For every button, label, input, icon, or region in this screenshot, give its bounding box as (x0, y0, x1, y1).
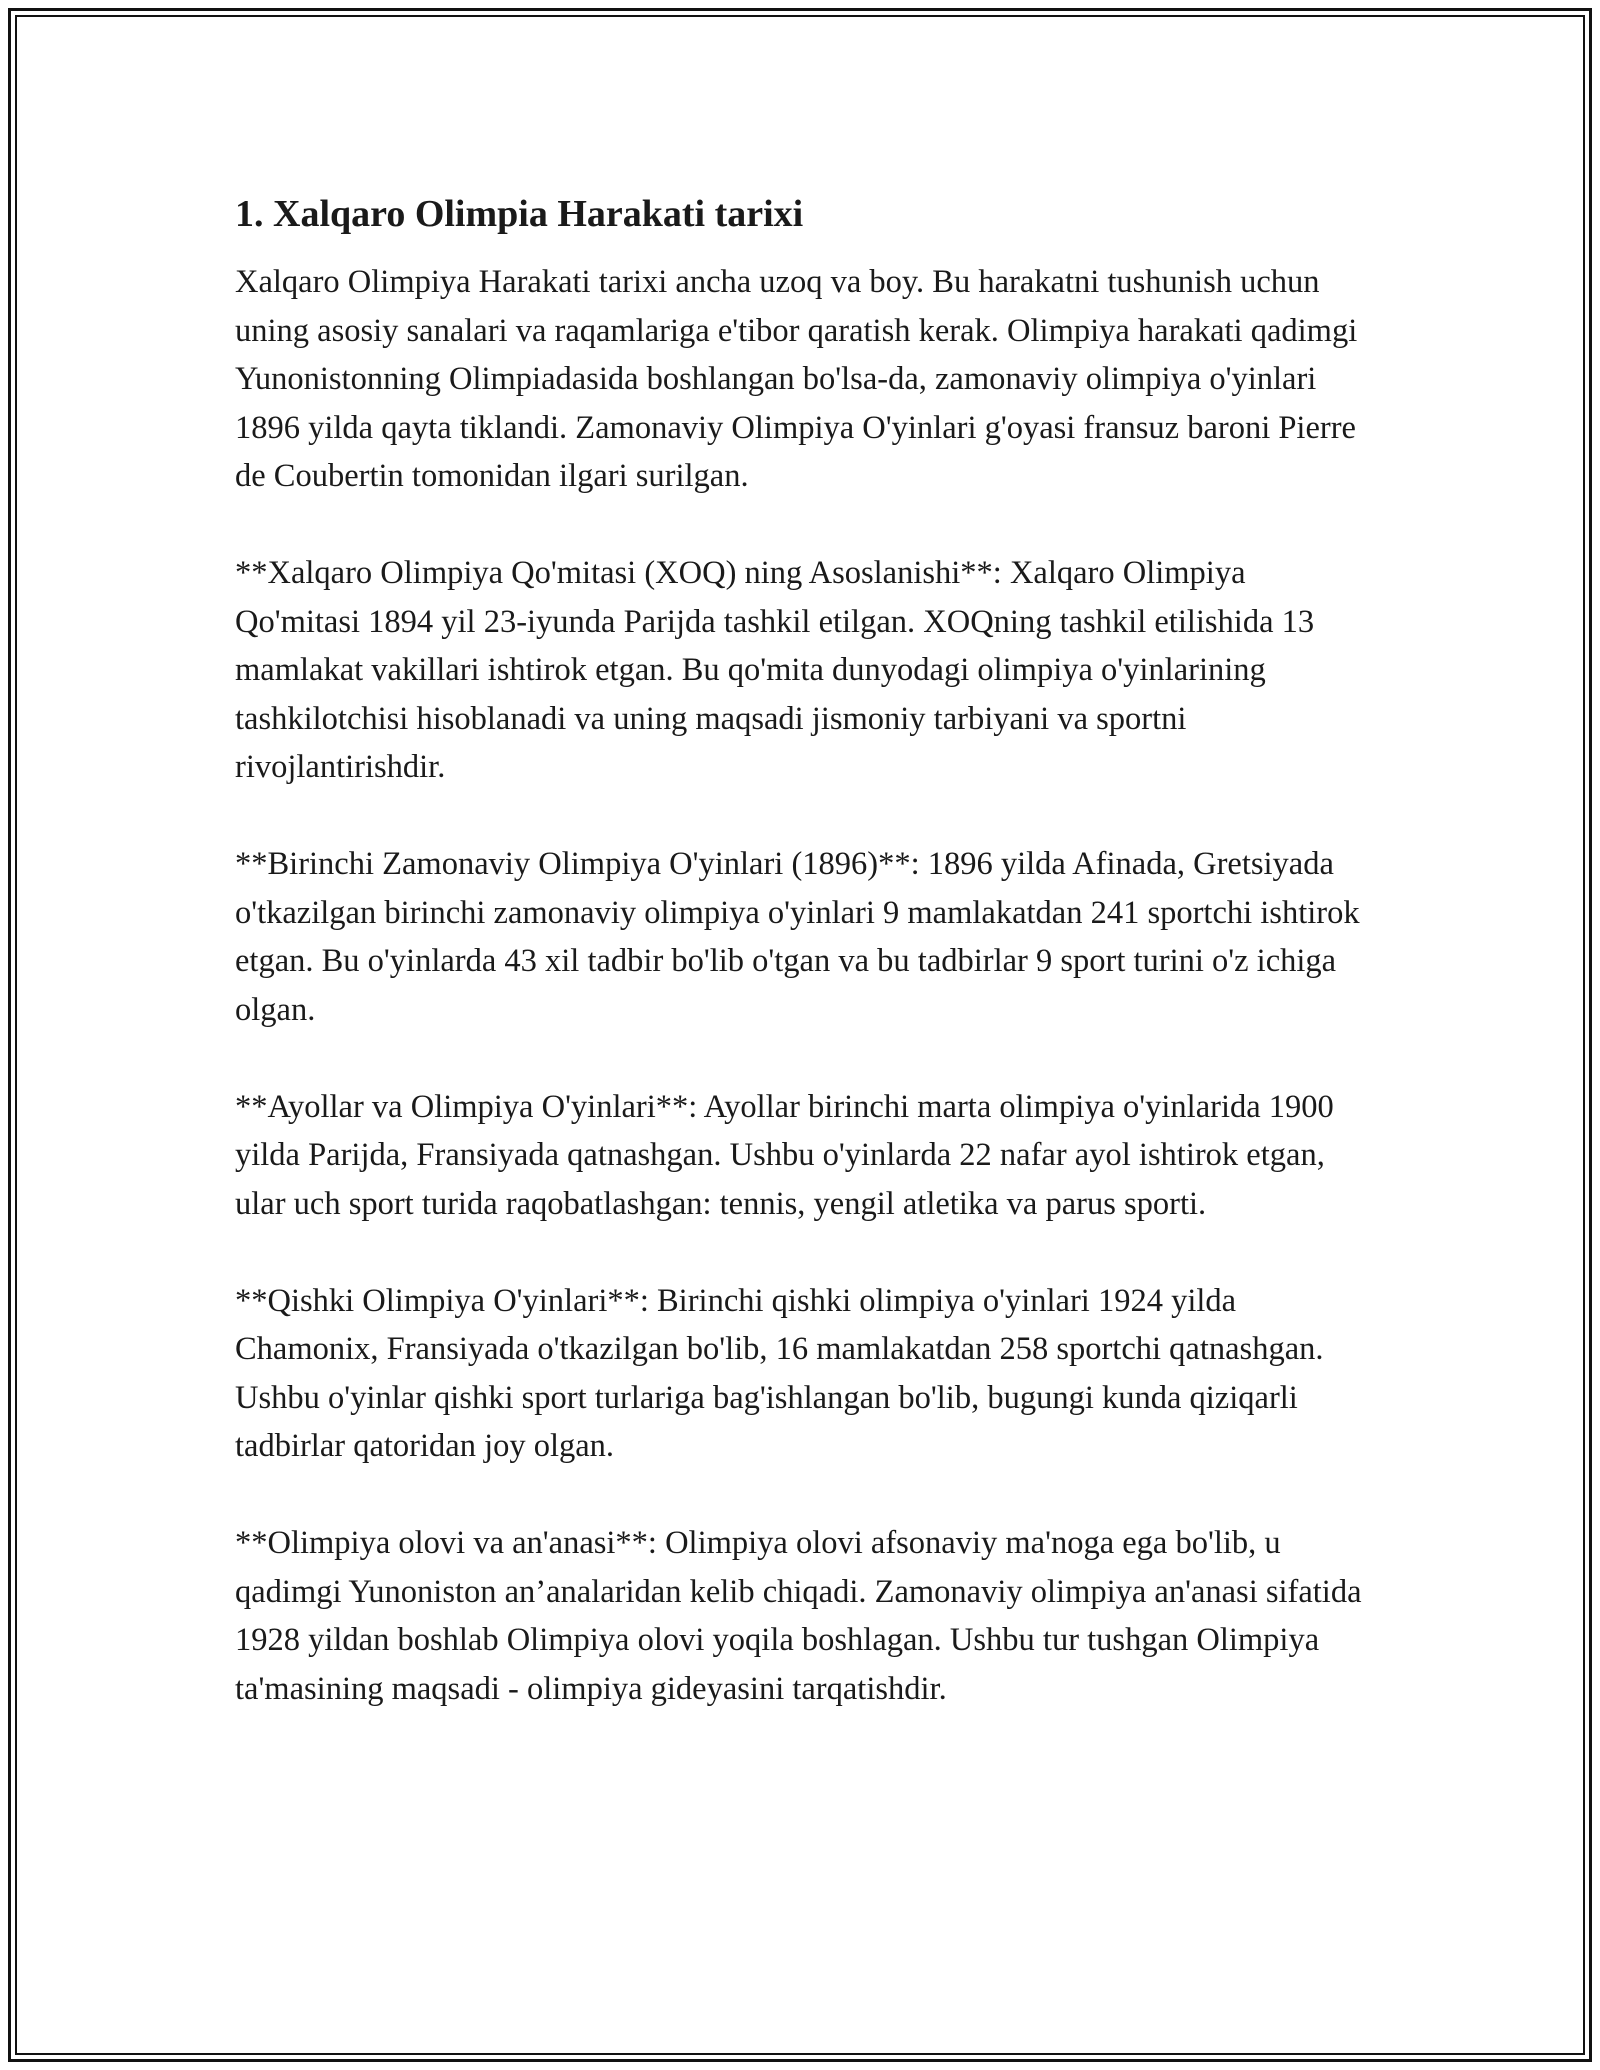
paragraph-ioc-founding: **Xalqaro Olimpiya Qo'mitasi (XOQ) ning Asoslanishi**: Xalqaro Olimpiya Qo'mitasi 1894 yil 23-iyunda Parijda tashkil etilgan. XOQning tashkil etilishida 13 mamlakat vakillari ishtirok etgan. Bu qo'mita dunyodagi olimpiya o'yinlarining tashkilotchisi hisoblanadi va uning maqsadi jismoniy tarbiyani va sportni rivojlantirishdir. (235, 555, 1315, 785)
paragraph-winter-games: **Qishki Olimpiya O'yinlari**: Birinchi qishki olimpiya o'yinlari 1924 yilda Chamonix, Fransiyada o'tkazilgan bo'lib, 16 mamlakatdan 258 sportchi qatnashgan. Ushbu o'yinlar qishki sport turlariga bag'ishlangan bo'lib, bugungi kunda qiziqarli tadbirlar qatoridan joy olgan. (235, 1282, 1324, 1464)
document-title: 1. Xalqaro Olimpia Harakati tarixi (235, 193, 804, 235)
document-body (235, 190, 1375, 1713)
paragraph-olympic-flame: **Olimpiya olovi va an'anasi**: Olimpiya olovi afsonaviy ma'noga ega bo'lib, u qadimgi Yunoniston an’analaridan kelib chiqadi. Zamonaviy olimpiya an'anasi sifatida 1928 yildan boshlab Olimpiya olovi yoqila boshlagan. Ushbu tur tushgan Olimpiya ta'masining maqsadi - olimpiya gideyasini tarqatishdir. (235, 1525, 1362, 1707)
paragraph-first-modern-games: **Birinchi Zamonaviy Olimpiya O'yinlari (1896)**: 1896 yilda Afinada, Gretsiyada o'tkazilgan birinchi zamonaviy olimpiya o'yinlari 9 mamlakatdan 241 sportchi ishtirok etgan. Bu o'yinlarda 43 xil tadbir bo'lib o'tgan va bu tadbirlar 9 sport turini o'z ichiga olgan. (235, 846, 1360, 1028)
paragraph-intro: Xalqaro Olimpiya Harakati tarixi ancha uzoq va boy. Bu harakatni tushunish uchun uning asosiy sanalari va raqamlariga e'tibor qaratish kerak. Olimpiya harakati qadimgi Yunonistonning Olimpiadasida boshlangan bo'lsa-da, zamonaviy olimpiya o'yinlari 1896 yilda qayta tiklandi. Zamonaviy Olimpiya O'yinlari g'oyasi fransuz baroni Pierre de Coubertin tomonidan ilgari surilgan. (235, 264, 1358, 494)
paragraph-women-games: **Ayollar va Olimpiya O'yinlari**: Ayollar birinchi marta olimpiya o'yinlarida 1900 yilda Parijda, Fransiyada qatnashgan. Ushbu o'yinlarda 22 nafar ayol ishtirok etgan, ular uch sport turida raqobatlashgan: tennis, yengil atletika va parus sporti. (235, 1088, 1334, 1222)
